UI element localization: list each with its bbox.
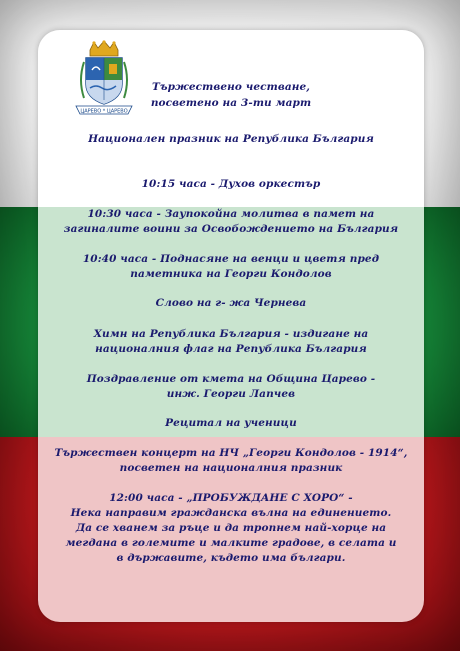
program-item-prayer-line-1: 10:30 часа - Заупокойна молитва в памет на bbox=[87, 208, 375, 220]
svg-text:ЦАРЕВО * ЦАРЕВО: ЦАРЕВО * ЦАРЕВО bbox=[80, 108, 128, 115]
program-item-speech: Слово на г- жа Чернева bbox=[155, 297, 307, 309]
header-line-2: посветено на 3-ти март bbox=[150, 97, 312, 109]
program-item-concert-line-1: Тържествен концерт на НЧ „Георги Кондолов - 1914“, bbox=[54, 447, 408, 459]
program-item-concert-line-2: посветен на националния празник bbox=[119, 462, 343, 474]
header-subtitle: Национален празник на Република България bbox=[88, 133, 374, 145]
program-item-wreaths-line-2: паметника на Георги Кондолов bbox=[130, 268, 332, 280]
program-item-horo-line-5: в държавите, където има българи. bbox=[116, 552, 346, 564]
program-item-anthem-line-1: Химн на Република България - издигане на bbox=[93, 328, 369, 340]
program-item-orchestra: 10:15 часа - Духов оркестър bbox=[141, 178, 321, 190]
program-item-horo-line-1: 12:00 часа - „ПРОБУЖДАНЕ С ХОРО“ - bbox=[109, 492, 353, 504]
program-item-mayor-line-1: Поздравление от кмета на Община Царево - bbox=[86, 373, 376, 385]
program-item-prayer-line-2: загиналите воини за Освобождението на България bbox=[63, 223, 399, 235]
program-item-anthem-line-2: националния флаг на Република България bbox=[95, 343, 367, 355]
card-green-band bbox=[38, 207, 424, 437]
program-item-horo-line-3: Да се хванем за ръце и да тропнем най-хорце на bbox=[75, 522, 387, 534]
program-item-mayor-line-2: инж. Георги Лапчев bbox=[166, 388, 296, 400]
header-line-1: Тържествено честване, bbox=[151, 81, 311, 93]
program-item-recital: Рецитал на ученици bbox=[165, 417, 297, 429]
program-item-wreaths-line-1: 10:40 часа - Поднасяне на венци и цветя пред bbox=[82, 253, 380, 265]
program-item-horo-line-4: мегдана в големите и малките градове, в селата и bbox=[65, 537, 397, 549]
program-item-horo-line-2: Нека направим гражданска вълна на единението. bbox=[70, 507, 392, 519]
